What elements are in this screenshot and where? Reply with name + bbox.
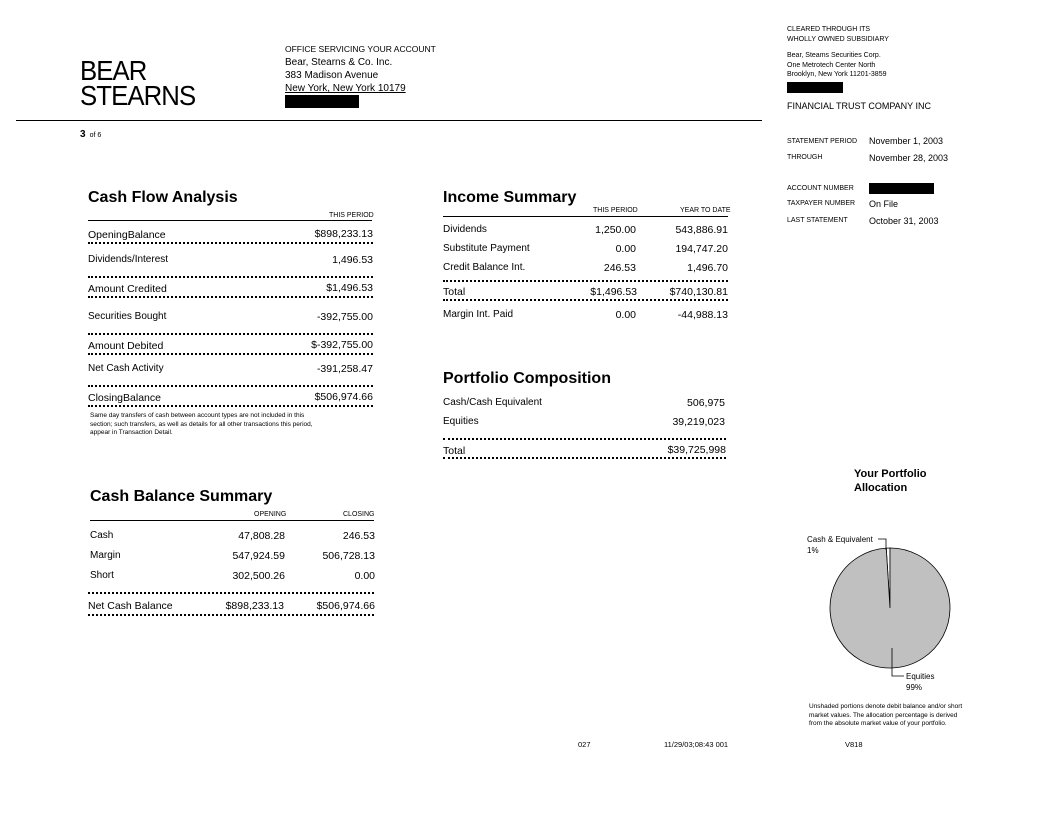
portfolio-composition-title: Portfolio Composition <box>443 370 611 387</box>
redaction-bar <box>787 82 843 93</box>
cash-flow-note: Same day transfers of cash between account types are not included in this section; such transfers, as well as details for all other transactions this period, appear in Transaction Detail. <box>90 412 313 436</box>
header-rule <box>16 120 762 121</box>
account-number-redaction <box>869 183 934 194</box>
pie-slice-equities <box>830 548 950 668</box>
clearing-info: CLEARED THROUGH ITS WHOLLY OWNED SUBSIDIARY Bear, Steams Securities Corp. One Metrotech Center North Brooklyn, New York 11201-3859 <box>787 25 889 96</box>
footer-ref: V818 <box>845 740 863 749</box>
income-summary-title: Income Summary <box>443 189 577 206</box>
cash-slice-label: Cash & Equivalent 1% <box>807 535 873 555</box>
footer-code: 027 <box>578 740 591 749</box>
office-address: OFFICE SERVICING YOUR ACCOUNT Bear, Stearns & Co. Inc. 383 Madison Avenue New York, New York 10179 <box>285 43 436 112</box>
pie-chart <box>800 530 980 700</box>
chart-title: Your Portfolio Allocation <box>854 468 927 494</box>
cash-flow-title: Cash Flow Analysis <box>88 189 238 206</box>
redaction-bar <box>285 95 359 108</box>
cash-balance-title: Cash Balance Summary <box>90 488 273 505</box>
bear-stearns-logo: BEAR STEARNS <box>80 55 196 111</box>
page-number: 3 of 6 <box>80 129 102 140</box>
client-name: FINANCIAL TRUST COMPANY INC <box>787 101 932 111</box>
equities-slice-label: Equities 99% <box>906 672 935 692</box>
footer-timestamp: 11/29/03;08:43 001 <box>664 740 729 749</box>
allocation-note: Unshaded portions denote debit balance and/or short market values. The allocation percentage is derived from the absolute market value of your portfolio. <box>809 703 963 727</box>
